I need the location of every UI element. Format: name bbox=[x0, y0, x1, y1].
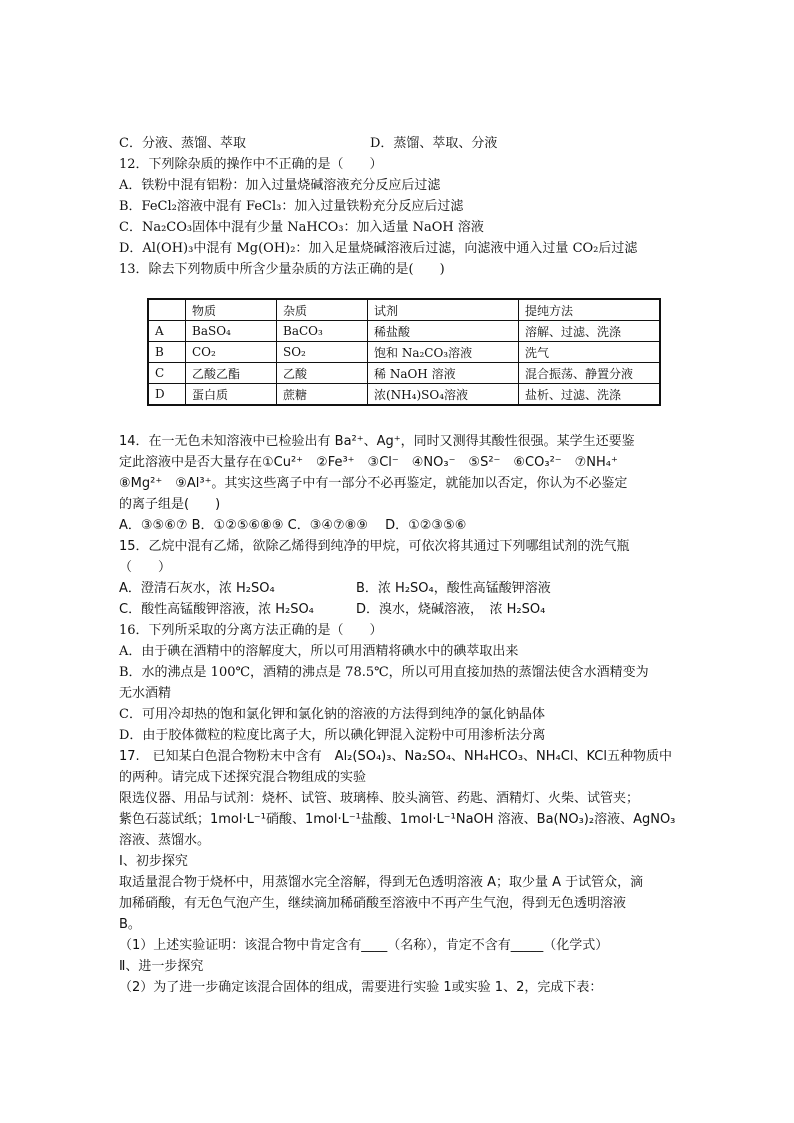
q17-part-1: （1）上述实验证明：该混合物中肯定含有____（名称），肯定不含有_____（化学式） bbox=[119, 938, 609, 953]
q16-option-c: C．可用冷却热的饱和氯化钾和氯化钠的溶液的方法得到纯净的氯化钠晶体 bbox=[119, 707, 545, 722]
table-cell: 饱和 Na₂CO₃溶液 bbox=[368, 342, 519, 363]
q15-stem: 15．乙烷中混有乙烯，欲除乙烯得到纯净的甲烷，可依次将其通过下列哪组试剂的洗气瓶 bbox=[119, 539, 630, 554]
q14-stem-cont: ⑧Mg²⁺ ⑨Al³⁺。其实这些离子中有一部分不必再鉴定，就能加以否定，你认为不必鉴定 bbox=[119, 476, 628, 491]
table-row bbox=[148, 321, 660, 342]
q15-stem-cont: （ ） bbox=[119, 560, 172, 575]
table-row bbox=[148, 342, 660, 363]
q15-option-c: C．酸性高锰酸钾溶液，浓 H₂SO₄ bbox=[119, 602, 314, 617]
table-header-cell bbox=[148, 299, 186, 321]
table-cell: 稀 NaOH 溶液 bbox=[368, 363, 519, 384]
table-cell: 乙酸乙酯 bbox=[186, 363, 277, 384]
q12-option-d: D．Al(OH)₃中混有 Mg(OH)₂：加入足量烧碱溶液后过滤，向滤液中通入过量 CO₂后过滤 bbox=[119, 241, 638, 256]
table-cell: SO₂ bbox=[277, 342, 368, 363]
q16-option-b: B．水的沸点是 100℃，酒精的沸点是 78.5℃，所以可用直接加热的蒸馏法使含水酒精变为 bbox=[119, 665, 649, 680]
table-cell: 浓(NH₄)SO₄溶液 bbox=[368, 384, 519, 406]
q17-stem: 17. 已知某白色混合物粉末中含有 Al₂(SO₄)₃、Na₂SO₄、NH₄HCO₃、NH₄Cl、KCl五种物质中 bbox=[119, 749, 672, 764]
table-header-cell: 提纯方法 bbox=[519, 299, 661, 321]
q15-option-d: D．溴水，烧碱溶液， 浓 H₂SO₄ bbox=[356, 602, 546, 617]
q17-procedure: 取适量混合物于烧杯中，用蒸馏水完全溶解，得到无色透明溶液 A；取少量 A 于试管众，滴 bbox=[119, 875, 644, 890]
q16-stem: 16．下列所采取的分离方法正确的是（ ） bbox=[119, 623, 383, 638]
table-row bbox=[148, 363, 660, 384]
q17-materials-cont: 溶液、蒸馏水。 bbox=[119, 833, 211, 848]
q13-stem: 13．除去下列物质中所含少量杂质的方法正确的是( ) bbox=[119, 262, 445, 277]
table-header-cell: 物质 bbox=[186, 299, 277, 321]
table-cell: CO₂ bbox=[186, 342, 277, 363]
q14-options: A．③⑤⑥⑦ B．①②⑤⑥⑧⑨ C．③④⑦⑧⑨ D．①②③⑤⑥ bbox=[119, 518, 467, 533]
table-cell: 盐析、过滤、洗涤 bbox=[519, 384, 661, 406]
table-header-row bbox=[148, 299, 660, 321]
q15-option-b: B．浓 H₂SO₄，酸性高锰酸钾溶液 bbox=[356, 581, 551, 596]
table-header-cell: 杂质 bbox=[277, 299, 368, 321]
q16-option-b-cont: 无水酒精 bbox=[119, 686, 172, 701]
q17-section-2: Ⅱ、进一步探究 bbox=[119, 959, 204, 974]
q17-part-2: （2）为了进一步确定该混合固体的组成，需要进行实验 1或实验 1、2，完成下表： bbox=[119, 980, 603, 995]
table-cell: C bbox=[148, 363, 186, 384]
q17-stem-cont: 的两种。请完成下述探究混合物组成的实验 bbox=[119, 770, 367, 785]
table-cell: B bbox=[148, 342, 186, 363]
q11-option-d: D．蒸馏、萃取、分液 bbox=[370, 136, 498, 151]
table-row bbox=[148, 384, 660, 406]
q17-section-1: Ⅰ、初步探究 bbox=[119, 854, 188, 869]
table-cell: A bbox=[148, 321, 186, 342]
q17-procedure-cont: 加稀硝酸，有无色气泡产生，继续滴加稀硝酸至溶液中不再产生气泡，得到无色透明溶液 bbox=[119, 896, 627, 911]
table-cell: 乙酸 bbox=[277, 363, 368, 384]
q14-stem-cont: 定此溶液中是否大量存在①Cu²⁺ ②Fe³⁺ ③Cl⁻ ④NO₃⁻ ⑤S²⁻ ⑥CO₃²⁻ ⑦NH₄⁺ bbox=[119, 455, 618, 470]
q14-stem-cont: 的离子组是( ) bbox=[119, 497, 221, 512]
table-cell: 蛋白质 bbox=[186, 384, 277, 406]
q16-option-a: A．由于碘在酒精中的溶解度大，所以可用酒精将碘水中的碘萃取出来 bbox=[119, 644, 519, 659]
q12-stem: 12．下列除杂质的操作中不正确的是（ ） bbox=[119, 157, 383, 172]
q12-option-a: A．铁粉中混有铝粉：加入过量烧碱溶液充分反应后过滤 bbox=[119, 178, 441, 193]
q15-option-a: A．澄清石灰水，浓 H₂SO₄ bbox=[119, 581, 275, 596]
table-header-cell: 试剂 bbox=[368, 299, 519, 321]
q16-option-d: D．由于胶体微粒的粒度比离子大，所以碘化钾混入淀粉中可用渗析法分离 bbox=[119, 728, 546, 743]
q14-stem: 14．在一无色未知溶液中已检验出有 Ba²⁺、Ag⁺，同时又测得其酸性很强。某学生还要鉴 bbox=[119, 434, 635, 449]
q12-option-b: B．FeCl₂溶液中混有 FeCl₃：加入过量铁粉充分反应后过滤 bbox=[119, 199, 464, 214]
q17-procedure-cont: B。 bbox=[119, 917, 141, 932]
table-cell: D bbox=[148, 384, 186, 406]
table-cell: BaCO₃ bbox=[277, 321, 368, 342]
table-cell: 蔗糖 bbox=[277, 384, 368, 406]
table-cell: 混合振荡、静置分液 bbox=[519, 363, 661, 384]
q17-materials: 限选仪器、用品与试剂：烧杯、试管、玻璃棒、胶头滴管、药匙、酒精灯、火柴、试管夹； bbox=[119, 791, 640, 806]
q17-materials-cont: 紫色石蕊试纸；1mol·L⁻¹硝酸、1mol·L⁻¹盐酸、1mol·L⁻¹NaOH 溶液、Ba(NO₃)₂溶液、AgNO₃ bbox=[119, 812, 676, 827]
q12-option-c: C．Na₂CO₃固体中混有少量 NaHCO₃：加入适量 NaOH 溶液 bbox=[119, 220, 484, 235]
table-cell: BaSO₄ bbox=[186, 321, 277, 342]
q13-table bbox=[147, 298, 661, 406]
table-cell: 洗气 bbox=[519, 342, 661, 363]
q11-option-c: C．分液、蒸馏、萃取 bbox=[119, 136, 246, 151]
table-cell: 稀盐酸 bbox=[368, 321, 519, 342]
table-cell: 溶解、过滤、洗涤 bbox=[519, 321, 661, 342]
